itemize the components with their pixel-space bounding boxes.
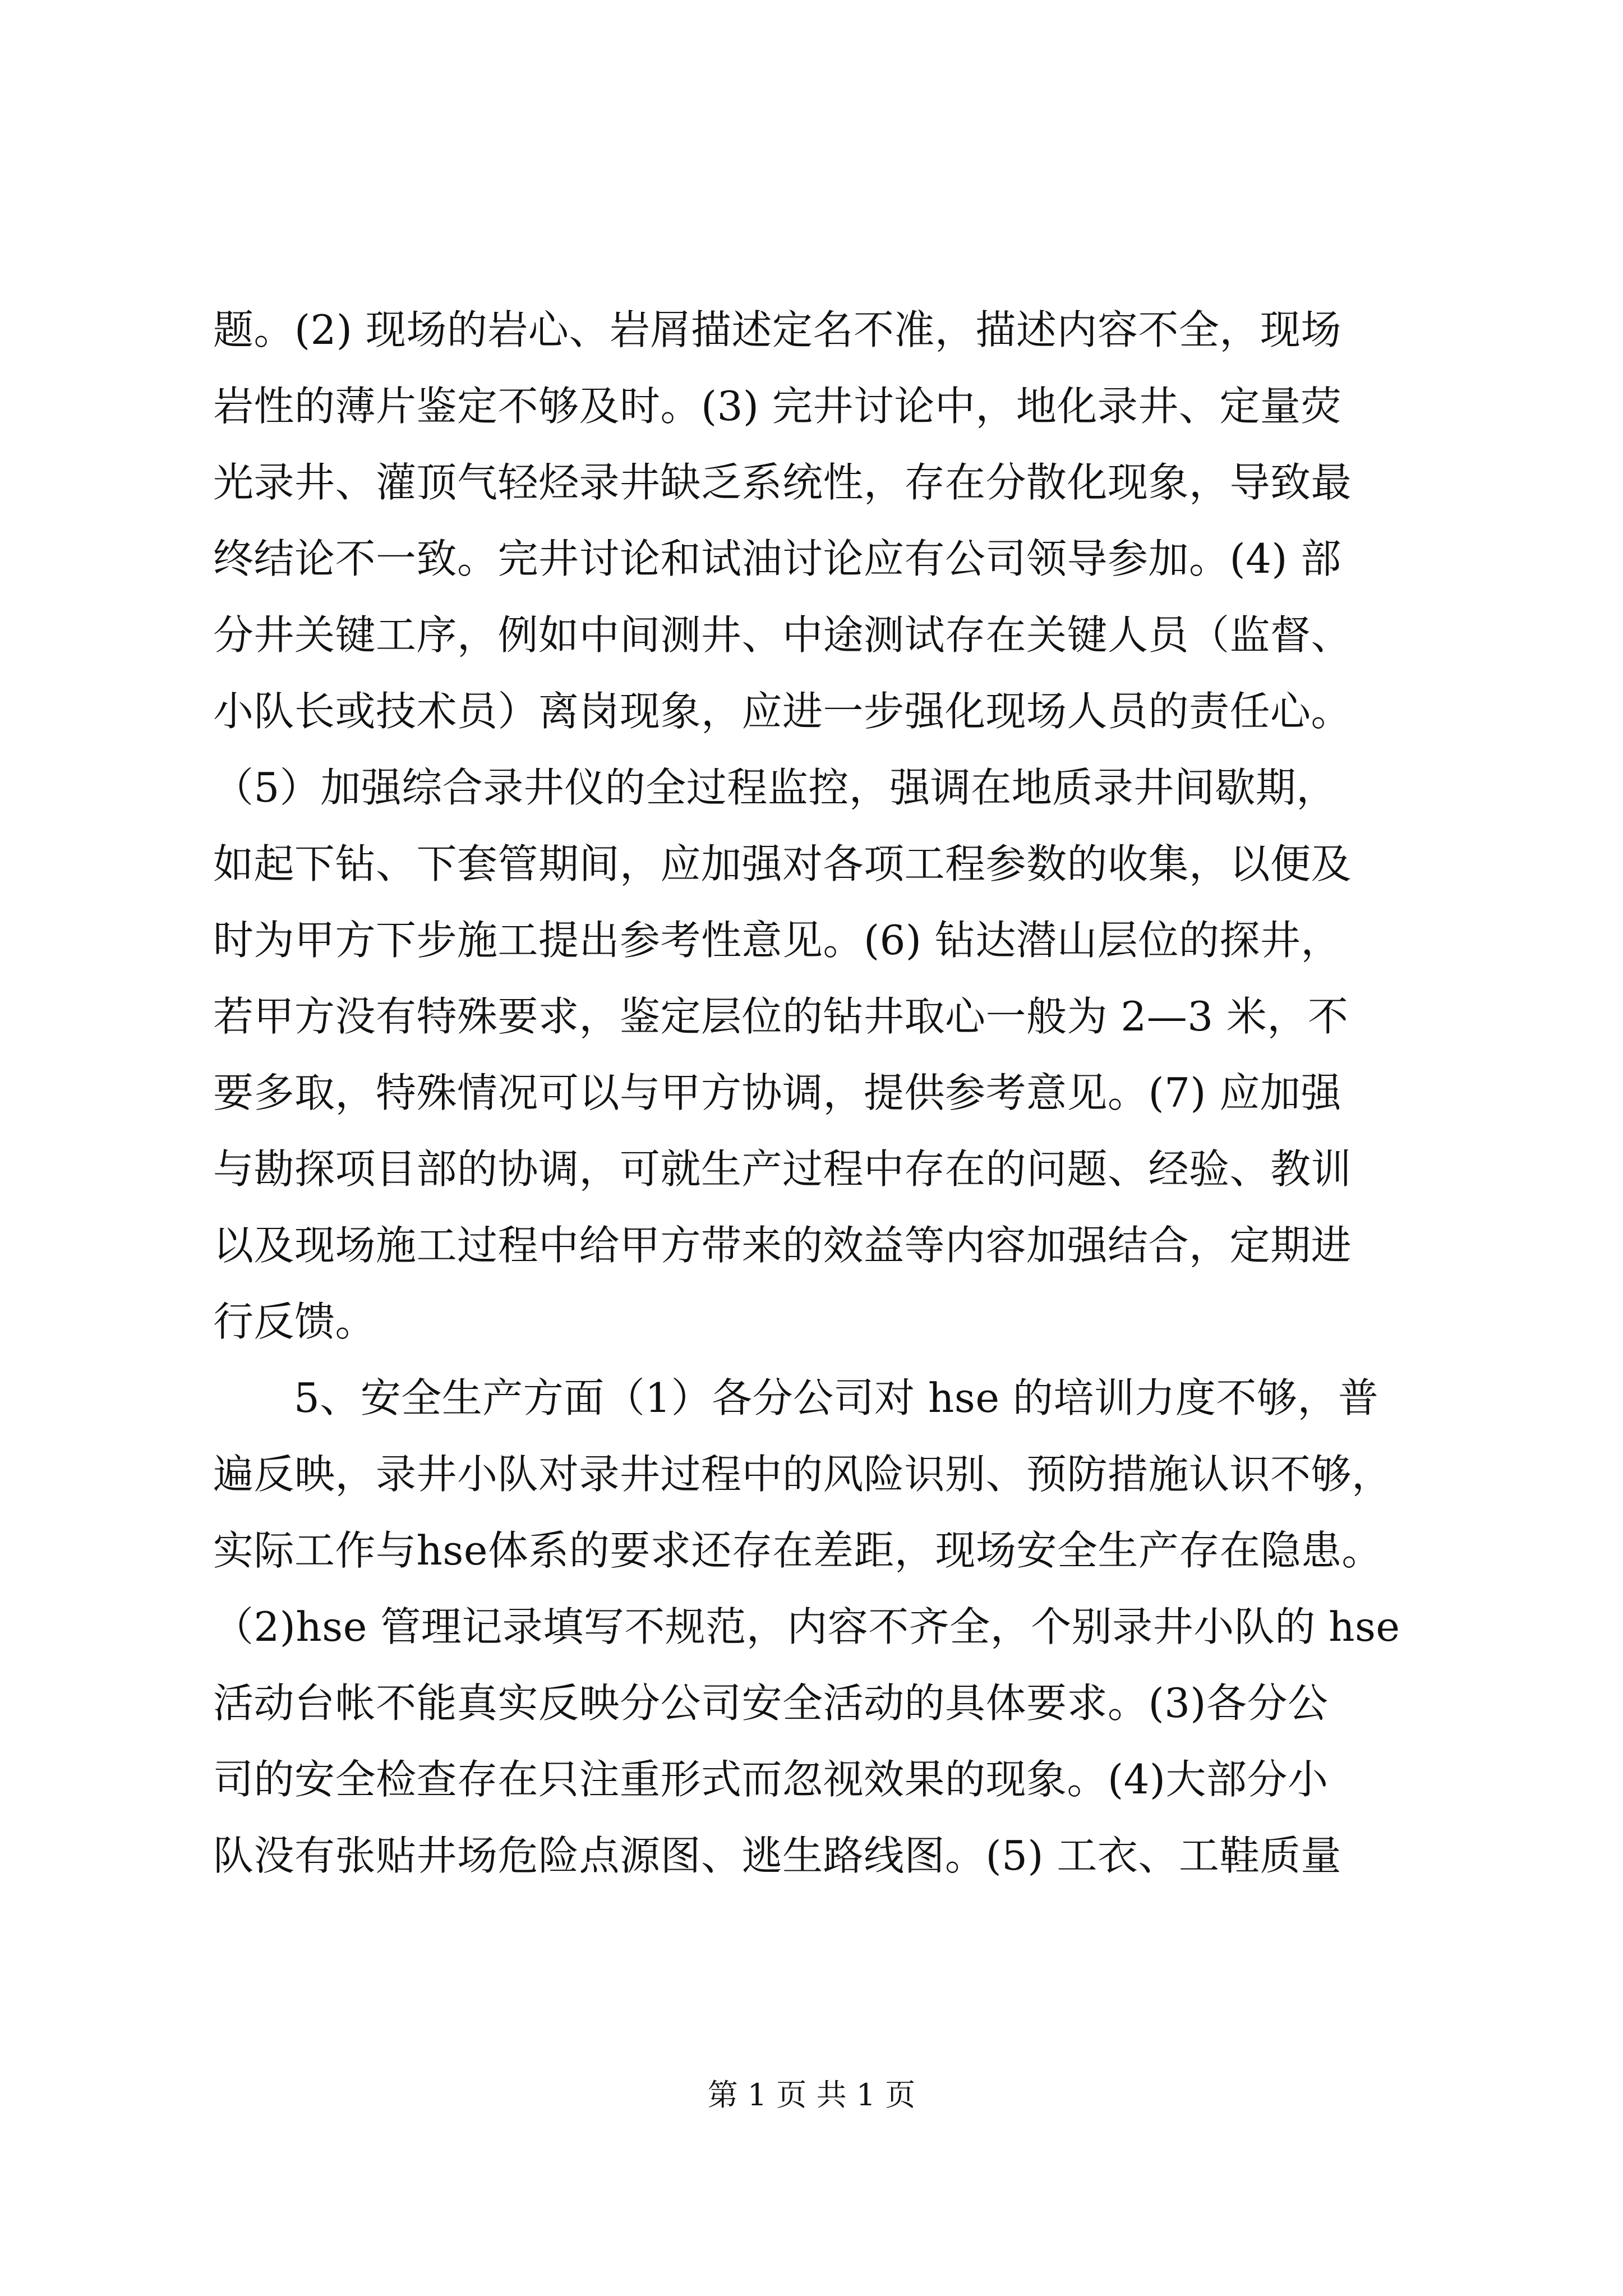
text-line: 小队长或技术员）离岗现象，应进一步强化现场人员的责任心。 (213, 688, 1352, 735)
text-line: 实际工作与hse体系的要求还存在差距，现场安全生产存在隐患。 (213, 1527, 1382, 1574)
text-line: 光录井、灌顶气轻烃录井缺乏系统性，存在分散化现象，导致最 (213, 459, 1352, 506)
text-line: 与勘探项目部的协调，可就生产过程中存在的问题、经验、教训 (213, 1145, 1352, 1193)
text-line: 遍反映，录井小队对录井过程中的风险识别、预防措施认识不够， (213, 1451, 1393, 1498)
text-line: 要多取，特殊情况可以与甲方协调，提供参考意见。(7) 应加强 (213, 1069, 1341, 1116)
text-line: 若甲方没有特殊要求，鉴定层位的钻井取心一般为 2—3 米，不 (213, 993, 1349, 1040)
text-line: （5）加强综合录井仪的全过程监控，强调在地质录井间歇期， (213, 764, 1337, 811)
text-line: 岩性的薄片鉴定不够及时。(3) 完井讨论中，地化录井、定量荧 (213, 383, 1341, 430)
text-line: （2)hse 管理记录填写不规范，内容不齐全，个别录井小队的 hse (213, 1603, 1400, 1650)
text-line: 题。(2) 现场的岩心、岩屑描述定名不准，描述内容不全，现场 (213, 306, 1341, 353)
document-body (213, 292, 1413, 1894)
text-line: 行反馈。 (213, 1298, 376, 1345)
page-footer: 第 1 页 共 1 页 (707, 2077, 916, 2113)
text-line: 终结论不一致。完井讨论和试油讨论应有公司领导参加。(4) 部 (213, 535, 1341, 582)
text-line: 以及现场施工过程中给甲方带来的效益等内容加强结合，定期进 (213, 1222, 1352, 1269)
text-line: 活动台帐不能真实反映分公司安全活动的具体要求。(3)各分公 (213, 1680, 1329, 1727)
text-line: 司的安全检查存在只注重形式而忽视效果的现象。(4)大部分小 (213, 1756, 1329, 1803)
text-line: 时为甲方下步施工提出参考性意见。(6) 钻达潜山层位的探井， (213, 917, 1341, 964)
text-line: 5、安全生产方面（1）各分公司对 hse 的培训力度不够，普 (294, 1374, 1379, 1421)
text-line: 如起下钻、下套管期间，应加强对各项工程参数的收集，以便及 (213, 840, 1352, 887)
text-line: 队没有张贴井场危险点源图、逃生路线图。(5) 工衣、工鞋质量 (213, 1832, 1341, 1879)
text-line: 分井关键工序，例如中间测井、中途测试存在关键人员（监督、 (213, 611, 1352, 659)
